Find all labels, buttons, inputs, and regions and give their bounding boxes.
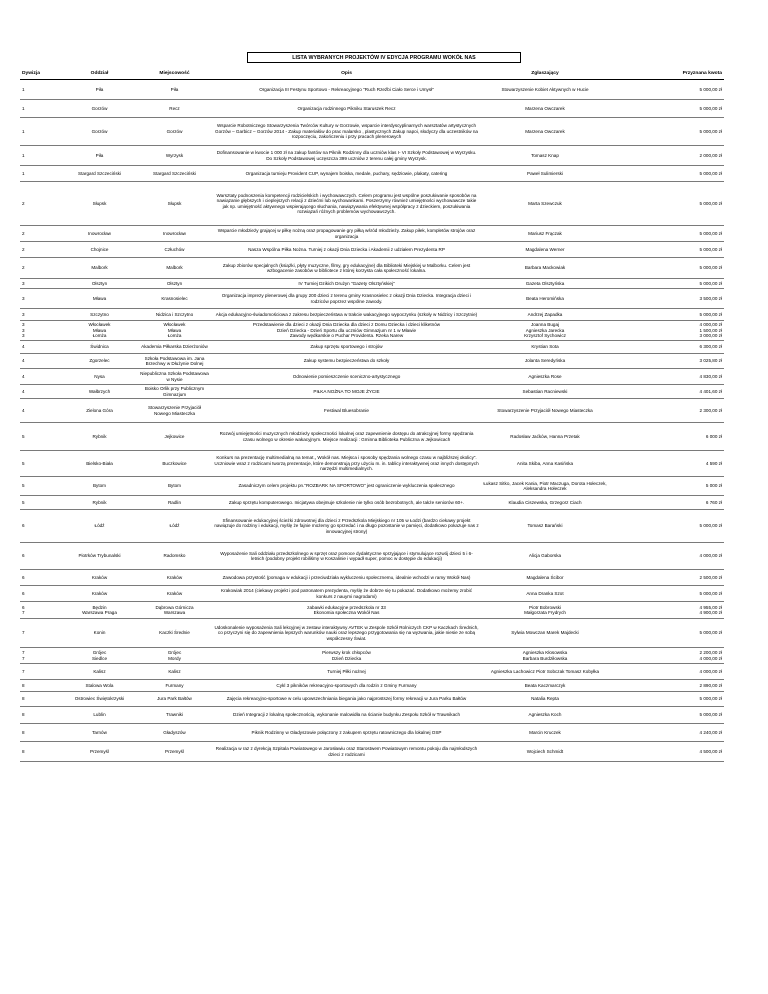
table-row bbox=[20, 510, 724, 543]
cell-amount: 5 000,00 zł bbox=[609, 80, 724, 100]
cell-locality: Kaczki Średnie bbox=[137, 619, 212, 648]
cell-branch: Bytom bbox=[62, 477, 137, 496]
cell-locality: Radomsko bbox=[137, 543, 212, 570]
cell-amount: 5 000,00 zł bbox=[609, 692, 724, 707]
cell-division: 8 bbox=[20, 724, 62, 742]
cell-applicant: Beata Kaczmarczyk bbox=[481, 680, 609, 692]
cell-branch: Szczytno bbox=[62, 309, 137, 321]
cell-locality: Recz bbox=[137, 100, 212, 118]
cell-locality: Włocławek Mława Łomża bbox=[137, 321, 212, 341]
cell-applicant: Marcin Kruczek bbox=[481, 724, 609, 742]
cell-division: 3 bbox=[20, 279, 62, 289]
table-row bbox=[20, 707, 724, 724]
cell-description: Realizacja w raz z dyrekcją Szpitala Powiatowego w Jarosławiu oraz Starostwem Powiatowym remontu pokoju dla najmłodszych dzieci z rodzicami bbox=[212, 742, 481, 762]
cell-locality: Słupsk bbox=[137, 182, 212, 226]
cell-branch: Malbork bbox=[62, 258, 137, 279]
cell-amount: 6 000 zł bbox=[609, 423, 724, 451]
cell-description: Wyposażenie Sali oddziału przedszkolnego w sprzęt oraz pomoce dydaktyczne sprzyjające i stymulujące rozwój dzieci 5 i 6-letnich (podobny projekt robiliśmy w Koszalinie i wypadł super, pomoc w dostępie do edukacji) bbox=[212, 543, 481, 570]
cell-description: Organizacja III Festynu Sportowo - Rekreacyjnego "Ruch Rzeźbi Ciało Serce i Umysł" bbox=[212, 80, 481, 100]
cell-amount: 4 240,00 zł bbox=[609, 724, 724, 742]
cell-division: 1 bbox=[20, 100, 62, 118]
cell-description: Nasza Wspólna Piłka Nożna. Turniej z okazji Dnia Dziecka i Akademii z udziałem Prezydenta RP bbox=[212, 242, 481, 258]
cell-applicant: Marta Szewczuk bbox=[481, 182, 609, 226]
table-row bbox=[20, 146, 724, 166]
cell-amount: 5 000,00 zł bbox=[609, 100, 724, 118]
cell-amount: 5 000,00 zł bbox=[609, 242, 724, 258]
cell-applicant: Jolanta Seredyńska bbox=[481, 354, 609, 369]
cell-division: 7 bbox=[20, 619, 62, 648]
cell-amount: 3 500,00 zł bbox=[609, 289, 724, 309]
cell-branch: Zgorzelec bbox=[62, 354, 137, 369]
cell-description: Rozwój umiejętności muzycznych młodzieży społeczności lokalnej oraz zapewnienie dostępu do atrakcyjnej formy spędzania czasu wolnego w okresie wakacyjnym. Miejsce realizacji : Gminna Biblioteka Publiczna w Jejkowicach bbox=[212, 423, 481, 451]
cell-division: 2 bbox=[20, 258, 62, 279]
projects-table bbox=[20, 68, 724, 762]
cell-branch: Konin bbox=[62, 619, 137, 648]
cell-amount: 5 000,00 zł bbox=[609, 279, 724, 289]
cell-division: 8 bbox=[20, 680, 62, 692]
cell-amount: 5 000,00 zł bbox=[609, 619, 724, 648]
cell-applicant: Klaudia Ciszewska, Grzegorz Ciach bbox=[481, 496, 609, 510]
cell-division: 1 bbox=[20, 146, 62, 166]
cell-applicant: Tomasz Knap bbox=[481, 146, 609, 166]
cell-amount: 4 590 zł bbox=[609, 451, 724, 477]
cell-locality: Kraków bbox=[137, 570, 212, 586]
cell-applicant: Paweł Sulimierski bbox=[481, 166, 609, 182]
cell-amount: 4 830,00 zł bbox=[609, 369, 724, 385]
cell-applicant: Andrzej Zapadka bbox=[481, 309, 609, 321]
table-row bbox=[20, 570, 724, 586]
cell-applicant: Marzena Owczarek bbox=[481, 100, 609, 118]
cell-description: Akcja edukacyjno-świadomościowa z zakresu bezpieczeństwa w trakcie wakacyjnego wypoczynku (szkoły w Nidzicy i Szczytnie) bbox=[212, 309, 481, 321]
table-row bbox=[20, 742, 724, 762]
cell-division: 8 bbox=[20, 692, 62, 707]
col-header-division: Dywizja bbox=[20, 68, 62, 80]
cell-locality: Nidzica i Szczytno bbox=[137, 309, 212, 321]
cell-amount: 4 000,00 zł 1 500,00 zł 3 000,00 zł bbox=[609, 321, 724, 341]
cell-branch: Nysa bbox=[62, 369, 137, 385]
header-row bbox=[20, 68, 724, 80]
cell-applicant: Agnieszka Kłosowska Barbara Burdziłowska bbox=[481, 648, 609, 664]
cell-amount: 5 000,00 zł bbox=[609, 118, 724, 146]
cell-division: 2 bbox=[20, 182, 62, 226]
cell-applicant: Tomasz Barański bbox=[481, 510, 609, 543]
cell-branch: Tarnów bbox=[62, 724, 137, 742]
cell-description: Wsparcie Robotniczego Stowarzyszenia Twórców Kultury w Gorzowie, wsparcie interdyscyplinarnych warsztatów artystycznych Gorzów – Garbicz – Gorzów 2014 - Zakup materiałów do prac malarsko , plastycznych Zakup napoi, słodyczy dla uczestników na rozpoczęciu, zakończeniu i przy pracach plenerowych bbox=[212, 118, 481, 146]
cell-locality: Malbork bbox=[137, 258, 212, 279]
cell-applicant: Alicja Gaborska bbox=[481, 543, 609, 570]
cell-description: Organizacja imprezy plenerowej dla grupy 200 dzieci z terenu gminy Krasnosielec z okazji Dnia Dziecka. Integracja dzieci i rodziców poprzez wspólne zawody. bbox=[212, 289, 481, 309]
table-row bbox=[20, 724, 724, 742]
cell-applicant: Łukasz Sitko, Jacek Kania, Piotr Maczuga, Dorota Hołeczek, Aleksandra Hołeczek bbox=[481, 477, 609, 496]
cell-branch: Zielona Góra bbox=[62, 399, 137, 423]
cell-locality: Przemyśl bbox=[137, 742, 212, 762]
cell-description: Dofinansowanie w kwocie 1 000 zł na zakup fantów na Piknik Rodzinny dla uczniów klas I- VI Szkoły Podstawowej w Wyrzysku. Do Szkoły Podstawowej uczęszcza 399 uczniów z terenu całej gminy Wyrzysk. bbox=[212, 146, 481, 166]
table-row bbox=[20, 664, 724, 680]
table-row bbox=[20, 321, 724, 341]
cell-applicant: Sylwia Mowczan Marek Majdecki bbox=[481, 619, 609, 648]
cell-amount: 2 300,00 zł bbox=[609, 399, 724, 423]
cell-branch: Chojnice bbox=[62, 242, 137, 258]
cell-locality: Boisko Orlik przy Publicznym Gimnazjum bbox=[137, 385, 212, 399]
cell-amount: 5 000,00 zł bbox=[609, 258, 724, 279]
cell-description: Zakup sprzętu komputerowego. Inicjatywa obejmuje szkolenie nie tylko osób bezrobotnych, ale także seniorów 60+. bbox=[212, 496, 481, 510]
cell-description: Festiwal Bluesobranie bbox=[212, 399, 481, 423]
cell-amount: 4 955,00 zł 4 900,00 zł bbox=[609, 602, 724, 619]
cell-description: Zawodowa przystość (pomaga w edukacji i przeciwdziała wykluczeniu społecznemu, idealnie wchodzi w ramy Wokół Nas) bbox=[212, 570, 481, 586]
cell-applicant: Anita Skiba, Anna Kasińska bbox=[481, 451, 609, 477]
cell-amount: 6 300,00 zł bbox=[609, 341, 724, 354]
cell-division: 5 bbox=[20, 451, 62, 477]
cell-branch: Świdnica bbox=[62, 341, 137, 354]
cell-locality: Kraków bbox=[137, 586, 212, 602]
col-header-applicant: Zgłaszający bbox=[481, 68, 609, 80]
table-row bbox=[20, 341, 724, 354]
cell-division: 3 3 3 bbox=[20, 321, 62, 341]
cell-division: 8 bbox=[20, 707, 62, 724]
cell-division: 6 bbox=[20, 510, 62, 543]
table-row bbox=[20, 369, 724, 385]
cell-description: Udoskonalenie wyposażenia Sali lekcyjnej w zestaw interaktywny AVTEK w Zespole Szkół Rolniczych CKP w Kaczkach Średnich, co przyczyni się do zapewnienia lepszych warunków nauki oraz lepszego przygotowania się na wyzwania, jakie niesie ze sobą współczesny Świat. bbox=[212, 619, 481, 648]
cell-division: 6 bbox=[20, 570, 62, 586]
cell-description: Zakup zbiorów specjalnych (książki, płyty muzyczne, filmy, gry edukacyjne) dla Biblioteki Miejskiej w Malborku. Celem jest wzbogacenie zasobów w bibliotece z której korzysta cała społeczność lokalna. bbox=[212, 258, 481, 279]
cell-locality: Gorzów bbox=[137, 118, 212, 146]
cell-amount: 2 000,00 zł bbox=[609, 146, 724, 166]
cell-description: zabawki edukacyjne przedszkola nr 33 Ekonomia społeczna Wokół Nas bbox=[212, 602, 481, 619]
cell-locality: Inowrocław bbox=[137, 226, 212, 242]
cell-description: Organizacja rodzinnego Pikniku Staruszek Recz bbox=[212, 100, 481, 118]
cell-description: Zajęcia rekreacyjno-sportowe w celu upowszechniania biegania jako najprostszej formy rekreacji w Jura Parku Bałtów bbox=[212, 692, 481, 707]
cell-division: 7 bbox=[20, 664, 62, 680]
cell-description: Zakup systemu bezpieczeństwa do szkoły bbox=[212, 354, 481, 369]
cell-applicant: Agnieszka Rose bbox=[481, 369, 609, 385]
cell-branch: Słupsk bbox=[62, 182, 137, 226]
cell-locality: Krasnosielec bbox=[137, 289, 212, 309]
table-row bbox=[20, 80, 724, 100]
cell-description: Cykl 3 pikników rekreacyjno-sportowych dla rodzin z Gminy Furmany bbox=[212, 680, 481, 692]
cell-applicant: Agnieszka Koch bbox=[481, 707, 609, 724]
cell-applicant: Stowarzyszenie Kobiet Aktywnych w Hucie bbox=[481, 80, 609, 100]
cell-division: 1 bbox=[20, 118, 62, 146]
cell-branch: Mława bbox=[62, 289, 137, 309]
cell-amount: 2 500,00 zł bbox=[609, 570, 724, 586]
cell-description: Wsparcie młodzieży grającej w piłkę nożną oraz propagowanie gry piłką wśród młodzieży. Zakup piłek, kompletów strojów oraz organizacja bbox=[212, 226, 481, 242]
cell-description: Piknik Rodzinny w Gładyszowie połączony z zakupem sprzętu ratowniczego dla lokalnej OSP bbox=[212, 724, 481, 742]
cell-branch: Stargard Szczeciński bbox=[62, 166, 137, 182]
cell-division: 1 bbox=[20, 166, 62, 182]
table-row bbox=[20, 602, 724, 619]
cell-branch: Kraków bbox=[62, 586, 137, 602]
cell-locality: Grójec Mordy bbox=[137, 648, 212, 664]
cell-locality: Trawniki bbox=[137, 707, 212, 724]
table-row bbox=[20, 258, 724, 279]
cell-branch: Inowrocław bbox=[62, 226, 137, 242]
cell-description: Krakowiak 2014 (ciekawy projekt i pod patronatem prezydenta, myślę że dobrze się tu pokazać. Dodatkowo możemy zrobić konkurs z nauymi nagrodami) bbox=[212, 586, 481, 602]
table-row bbox=[20, 477, 724, 496]
cell-description: PIŁKA NOŻNA TO MOJE ŻYCIE bbox=[212, 385, 481, 399]
col-header-description: Opis bbox=[212, 68, 481, 80]
cell-applicant: Natalia Repta bbox=[481, 692, 609, 707]
cell-branch: Kalisz bbox=[62, 664, 137, 680]
table-row bbox=[20, 385, 724, 399]
cell-branch: Ostrowiec Świętokrzyski bbox=[62, 692, 137, 707]
cell-amount: 3 025,80 zł bbox=[609, 354, 724, 369]
cell-locality: Bytom bbox=[137, 477, 212, 496]
cell-description: Warsztaty podnoszenia kompetencji rodzicielskich i wychowawczych. Celem programu jest wspólne poszukiwanie sposobów na nawiązanie głębszych i cieplejszych relacji z dziećmi lub wychowankami. Poszerzymy również umiejętności wychowawcze takie jak np. umiejętność aktywnego wspierającego słuchania, nawiązywania efektywnej współpracy z dzieckiem, poszukiwania rozwiązań różnych problemów wychowawczych. bbox=[212, 182, 481, 226]
cell-branch: Łódź bbox=[62, 510, 137, 543]
table-row bbox=[20, 692, 724, 707]
table-row bbox=[20, 182, 724, 226]
cell-division: 8 bbox=[20, 742, 62, 762]
table-row bbox=[20, 242, 724, 258]
table-row bbox=[20, 680, 724, 692]
cell-division: 4 bbox=[20, 385, 62, 399]
cell-locality: Dąbrowa Górnicza Warszawa bbox=[137, 602, 212, 619]
table-row bbox=[20, 354, 724, 369]
cell-description: Zasadniczym celem projektu pn."ROZBARK NA SPORTOWO" jest ograniczenie wykluczenia społecznego bbox=[212, 477, 481, 496]
col-header-locality: Miejscowość bbox=[137, 68, 212, 80]
cell-applicant: Piotr Bobrowski Małgorzata Frydrych bbox=[481, 602, 609, 619]
cell-branch: Rybnik bbox=[62, 496, 137, 510]
cell-locality: Gładyszów bbox=[137, 724, 212, 742]
cell-amount: 5 000,00 zł bbox=[609, 707, 724, 724]
cell-description: Dzień Integracji z lokalną społecznością, wykonanie malowidła na ścianie budynku Zespołu Szkół w Trawnikach bbox=[212, 707, 481, 724]
cell-division: 5 bbox=[20, 423, 62, 451]
cell-applicant: Magdalena Ścibor bbox=[481, 570, 609, 586]
cell-applicant: Stowarzyszenie Przyjaciół Nowego Miasteczka bbox=[481, 399, 609, 423]
cell-branch: Piotrków Trybunalski bbox=[62, 543, 137, 570]
cell-amount: 4 000,00 zł bbox=[609, 664, 724, 680]
cell-division: 7 7 bbox=[20, 648, 62, 664]
cell-branch: Stalowa Wola bbox=[62, 680, 137, 692]
cell-branch: Piła bbox=[62, 146, 137, 166]
cell-applicant: Gazeta Olsztyńska bbox=[481, 279, 609, 289]
cell-branch: Gorzów bbox=[62, 100, 137, 118]
cell-branch: Piła bbox=[62, 80, 137, 100]
cell-description: Pierwszy krok chłopców Dzień Dziecka bbox=[212, 648, 481, 664]
cell-branch: Rybnik bbox=[62, 423, 137, 451]
table-row bbox=[20, 619, 724, 648]
document-title: LISTA WYBRANYCH PROJEKTÓW IV EDYCJA PROGRAMU WOKÓŁ NAS bbox=[247, 52, 521, 63]
table-row bbox=[20, 451, 724, 477]
table-row bbox=[20, 100, 724, 118]
table-row bbox=[20, 309, 724, 321]
table-row bbox=[20, 496, 724, 510]
cell-locality: Kalisz bbox=[137, 664, 212, 680]
cell-amount: 2 890,00 zł bbox=[609, 680, 724, 692]
cell-division: 4 bbox=[20, 341, 62, 354]
cell-applicant: Joanna Bugaj Agnieszka Jarecka Krzysztof Sychowicz bbox=[481, 321, 609, 341]
table-row bbox=[20, 648, 724, 664]
cell-amount: 5 000 zł bbox=[609, 477, 724, 496]
col-header-amount: Przyznana kwota bbox=[609, 68, 724, 80]
cell-division: 5 bbox=[20, 477, 62, 496]
cell-locality: Olsztyn bbox=[137, 279, 212, 289]
cell-division: 1 bbox=[20, 80, 62, 100]
table-row bbox=[20, 118, 724, 146]
cell-branch: Wałbrzych bbox=[62, 385, 137, 399]
cell-description: Odnowienie pomieszczenie sceniczno-artystycznego bbox=[212, 369, 481, 385]
cell-locality: Stargard Szczeciński bbox=[137, 166, 212, 182]
cell-division: 4 bbox=[20, 354, 62, 369]
cell-locality: Jura Park Bałtów bbox=[137, 692, 212, 707]
cell-applicant: Sebastian Racniewski bbox=[481, 385, 609, 399]
cell-amount: 6 760 zł bbox=[609, 496, 724, 510]
cell-locality: Stowarzyszenie Przyjaciół Nowego Miasteczka bbox=[137, 399, 212, 423]
table-row bbox=[20, 399, 724, 423]
col-header-branch: Oddział bbox=[62, 68, 137, 80]
cell-locality: Piła bbox=[137, 80, 212, 100]
cell-division: 5 bbox=[20, 496, 62, 510]
table-row bbox=[20, 226, 724, 242]
cell-branch: Będzin Warszawa Praga bbox=[62, 602, 137, 619]
cell-branch: Gorzów bbox=[62, 118, 137, 146]
cell-branch: Lublin bbox=[62, 707, 137, 724]
cell-locality: Buczkowice bbox=[137, 451, 212, 477]
cell-locality: Jejkowice bbox=[137, 423, 212, 451]
cell-division: 4 bbox=[20, 369, 62, 385]
table-row bbox=[20, 586, 724, 602]
cell-applicant: Wojciech Schmidt bbox=[481, 742, 609, 762]
cell-applicant: Beata Heromińska bbox=[481, 289, 609, 309]
cell-locality: Akademia Piłkarska Dzierżoniów bbox=[137, 341, 212, 354]
cell-division: 3 bbox=[20, 309, 62, 321]
cell-description: Organizacja turnieju Provident CUP, wynajem boiska, medale, puchary, sędziowie, plakaty, catering bbox=[212, 166, 481, 182]
cell-locality: Furmany bbox=[137, 680, 212, 692]
cell-applicant: Radosław Jaćków, Hanna Przetak bbox=[481, 423, 609, 451]
table-row bbox=[20, 166, 724, 182]
cell-amount: 5 000,00 zł bbox=[609, 226, 724, 242]
cell-division: 3 bbox=[20, 289, 62, 309]
cell-description: Przedstawienie dla dzieci z okazji Dnia Dziecka dla dzieci z Domu Dziecka i dzieci kliketnów Dzień Dziecka - Dzień Sportu dla uczniów Gimnazjum nr 1 w Mławie Zawody wędkarskie o Puchar Providenta. Rzeka Narew bbox=[212, 321, 481, 341]
cell-amount: 5 000,00 zł bbox=[609, 309, 724, 321]
cell-description: IV Turniej Dzikich Drużyn "Gazety Olsztyńskiej" bbox=[212, 279, 481, 289]
cell-applicant: Anna Dranka Szot bbox=[481, 586, 609, 602]
cell-division: 4 bbox=[20, 399, 62, 423]
cell-description: Turniej Piłki nożnej bbox=[212, 664, 481, 680]
cell-locality: Wyrzysk bbox=[137, 146, 212, 166]
cell-description: Konkurs na prezentację multimedialną na temat „ Wokół nas. Miejsca i sposoby spędzania wolnego czasu w najbliższej okolicy”. Uczniowie wraz z rodzicami tworzą prezentacje, które demonstrują przy użyciu m. in. tablicy interaktywnej oraz innych dostępnych narzędzi multimedialnych. bbox=[212, 451, 481, 477]
cell-applicant: Agnieszka Lachowicz Piotr Sobczak Tomasz Kobyłka bbox=[481, 664, 609, 680]
table-row bbox=[20, 543, 724, 570]
cell-locality: Niepubliczna Szkoła Podstawowa w Nysie bbox=[137, 369, 212, 385]
cell-division: 2 bbox=[20, 226, 62, 242]
cell-division: 2 bbox=[20, 242, 62, 258]
cell-amount: 5 000,00 zł bbox=[609, 182, 724, 226]
cell-amount: 5 000,00 zł bbox=[609, 586, 724, 602]
cell-description: Zakup sprzętu sportowego i strojów bbox=[212, 341, 481, 354]
cell-division: 6 bbox=[20, 586, 62, 602]
cell-branch: Kraków bbox=[62, 570, 137, 586]
cell-applicant: Marzena Owczarek bbox=[481, 118, 609, 146]
cell-division: 6 bbox=[20, 543, 62, 570]
cell-amount: 2 200,00 zł 4 000,00 zł bbox=[609, 648, 724, 664]
table-row bbox=[20, 289, 724, 309]
cell-branch: Włocławek Mława Łomża bbox=[62, 321, 137, 341]
cell-amount: 4 401,60 zł bbox=[609, 385, 724, 399]
cell-locality: Szkoła Podstawowa im. Jana Brzechwy w Dłużynie Dolnej bbox=[137, 354, 212, 369]
cell-applicant: Krystian Sota bbox=[481, 341, 609, 354]
cell-amount: 4 000,00 zł bbox=[609, 543, 724, 570]
cell-amount: 5 000,00 zł bbox=[609, 166, 724, 182]
cell-branch: Olsztyn bbox=[62, 279, 137, 289]
cell-applicant: Barbara Mackowiak bbox=[481, 258, 609, 279]
cell-branch: Bielsko-Biała bbox=[62, 451, 137, 477]
table-row bbox=[20, 423, 724, 451]
table-row bbox=[20, 279, 724, 289]
cell-applicant: Mariusz Frączak bbox=[481, 226, 609, 242]
cell-applicant: Magdalena Werner bbox=[481, 242, 609, 258]
cell-amount: 4 500,00 zł bbox=[609, 742, 724, 762]
cell-description: Sfinansowanie edukacyjnej ścieżki zdrowotnej dla dzieci z Przedszkola Miejskiego nr 105 w Łodzi (bardzo ciekawy projekt nawiązuje do rodziny i edukacji, myślę że fajnie możemy go sprzedać i na długo pozostanie w pamięci, dodatkowo pokazuje nas z innowacyjnej strony) bbox=[212, 510, 481, 543]
cell-branch: Grójec Siedlce bbox=[62, 648, 137, 664]
cell-amount: 5 000,00 zł bbox=[609, 510, 724, 543]
cell-locality: Człuchów bbox=[137, 242, 212, 258]
cell-branch: Przemyśl bbox=[62, 742, 137, 762]
cell-locality: Łódź bbox=[137, 510, 212, 543]
cell-division: 6 7 bbox=[20, 602, 62, 619]
cell-locality: Radlin bbox=[137, 496, 212, 510]
